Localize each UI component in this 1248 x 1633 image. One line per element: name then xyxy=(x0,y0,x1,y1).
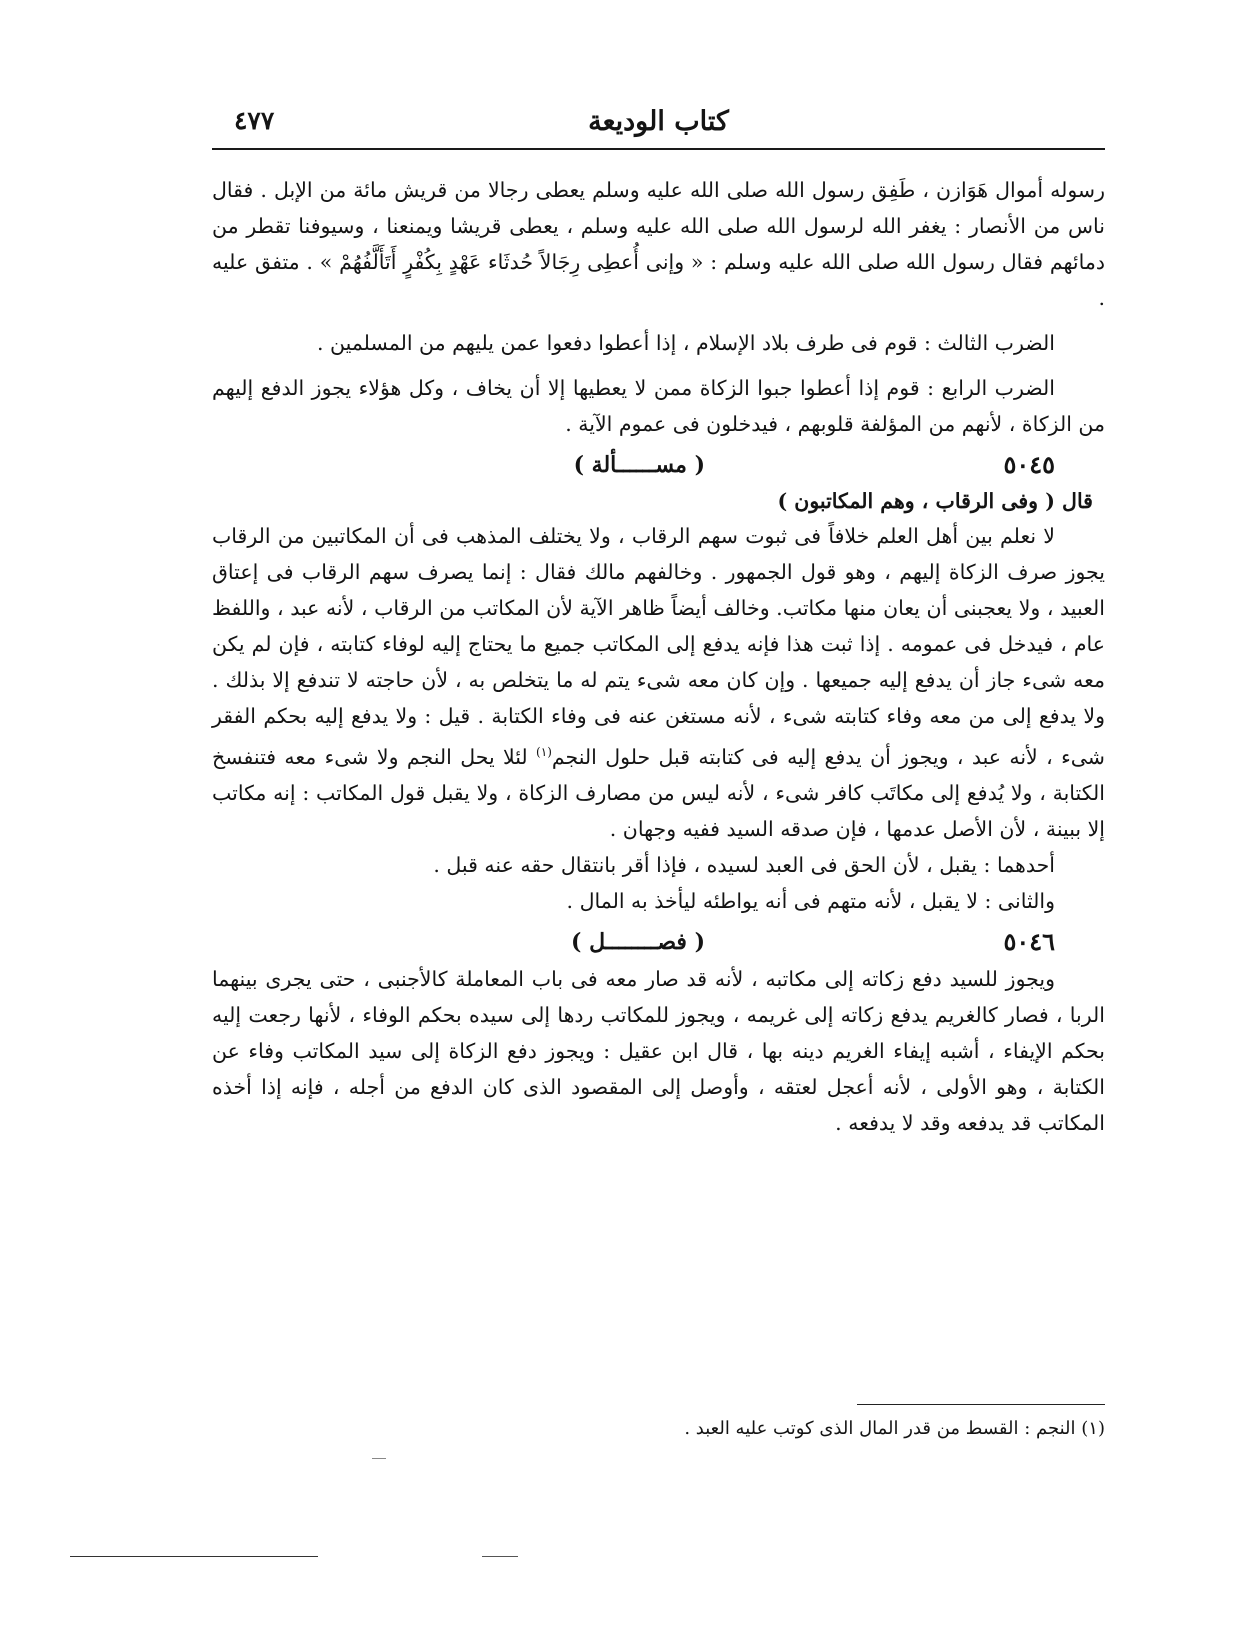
issue-label: ( فصــــــــل ) xyxy=(571,928,705,955)
footnote: (١) النجم : القسط من قدر المال الذى كوتب عليه العبد . xyxy=(684,1418,1105,1439)
option-second: والثانى : لا يقبل ، لأنه متهم فى أنه يواطئه ليأخذ به المال . xyxy=(566,888,1055,913)
paragraph-fourth-type: الضرب الرابع : قوم إذا أعطوا جبوا الزكاة ممن لا يعطيها إلا أن يخاف ، وكل هؤلاء يجوز الدفع إليهم من الزكاة ، لأنهم من المؤلفة قلوبهم ، فيدخلون فى عموم الآية . xyxy=(212,376,1105,436)
scan-artifact xyxy=(372,1458,386,1459)
option-first: أحدهما : يقبل ، لأن الحق فى العبد لسيده ، فإذا أقر بانتقال حقه عنه قبل . xyxy=(433,852,1055,877)
paragraph-riqab-text: لا نعلم بين أهل العلم خلافاً فى ثبوت سهم الرقاب ، ولا يختلف المذهب فى أن المكاتبين من الرقاب يجوز صرف الزكاة إليهم ، وهو قول الجمهور . وخالفهم مالك فقال : إنما يصرف سهم الرقاب فى إعتاق العبيد ، ولا يعجبنى أن يعان منها مكاتب. وخالف أيضاً ظاهر الآية لأن المكاتب من الرقاب ، لأنه عبد ، واللفظ عام ، فيدخل فى عمومه . إذا ثبت هذا فإنه يدفع إلى المكاتب جميع ما يحتاج إليه لوفاء كتابته ، فإن لم يكن معه شىء جاز أن يدفع إليه جميعها . وإن كان معه شىء يتم له ما يتخلص به ، لأن حاجته لا تندفع إلا بذلك . ولا يدفع إلى من معه وفاء كتابته شىء ، لأنه مستغن عنه فى وفاء الكتابة . قيل : ولا يدفع إليه بحكم الفقر شىء ، لأنه عبد ، ويجوز أن يدفع إليه فى كتابته قبل حلول النجم xyxy=(212,524,1105,769)
paragraph-riqab xyxy=(212,518,1105,847)
page-header xyxy=(212,100,1105,150)
issue-heading-5046 xyxy=(212,923,1105,961)
paragraph-riqab-text-end: لئلا يحل النجم ولا شىء معه فتنفسخ الكتابة ، ولا يُدفع إلى مكاتَب كافر شىء ، لأنه ليس من مصارف الزكاة ، ولا يقبل قول المكاتب : إنه مكاتب إلا ببينة ، لأن الأصل عدمها ، فإن صدقه السيد ففيه وجهان . xyxy=(212,744,1105,841)
paragraph-hawazin: رسوله أموال هَوَازن ، طَفِق رسول الله صلى الله عليه وسلم يعطى رجالا من قريش مائة من الإبل . فقال ناس من الأنصار : يغفر الله لرسول الله صلى الله عليه وسلم ، يعطى قريشا ويمنعنا ، وسيوفنا تقطر من دمائهم فقال رسول الله صلى الله عليه وسلم : « وإنى أُعطِى رِجَالاً حُدثَاء عَهْدٍ بِكُفْرٍ أَتَأَلَّفُهُمْ » . متفق عليه . xyxy=(212,178,1105,310)
running-title: كتاب الوديعة xyxy=(588,106,729,137)
scan-artifact-line xyxy=(482,1556,518,1557)
paragraph-master-zakat: ويجوز للسيد دفع زكاته إلى مكاتبه ، لأنه قد صار معه فى باب المعاملة كالأجنبى ، حتى يجرى بينهما الربا ، فصار كالغريم يدفع زكاته إلى غريمه ، ويجوز للمكاتب ردها إلى سيده بحكم الوفاء ، لأنها رجعت إليه بحكم الإيفاء ، أشبه إيفاء الغريم دينه بها ، قال ابن عقيل : ويجوز دفع الزكاة إلى سيد المكاتب وفاء عن الكتابة ، وهو الأولى ، لأنه أعجل لعتقه ، وأوصل إلى المقصود الذى كان الدفع من أجله ، فإنه إذا أخذه المكاتب قد يدفعه وقد لا يدفعه . xyxy=(212,966,1105,1135)
paragraph-third-type: الضرب الثالث : قوم فى طرف بلاد الإسلام ، إذا أعطوا دفعوا عمن يليهم من المسلمين . xyxy=(317,331,1055,355)
issue-heading-5045 xyxy=(212,446,1105,484)
issue-number: ٥٠٤٦ xyxy=(1003,926,1055,956)
issue-number: ٥٠٤٥ xyxy=(1003,450,1055,479)
footnote-reference: (١) xyxy=(536,745,552,759)
page-body xyxy=(212,172,1105,1141)
quoted-text: قال ( وفى الرقاب ، وهم المكاتبون ) xyxy=(777,489,1093,513)
scan-artifact-line xyxy=(70,1556,318,1557)
footnote-divider xyxy=(857,1404,1105,1405)
page-number: ٤٧٧ xyxy=(234,106,275,135)
issue-label: ( مســــــألة ) xyxy=(573,452,705,478)
